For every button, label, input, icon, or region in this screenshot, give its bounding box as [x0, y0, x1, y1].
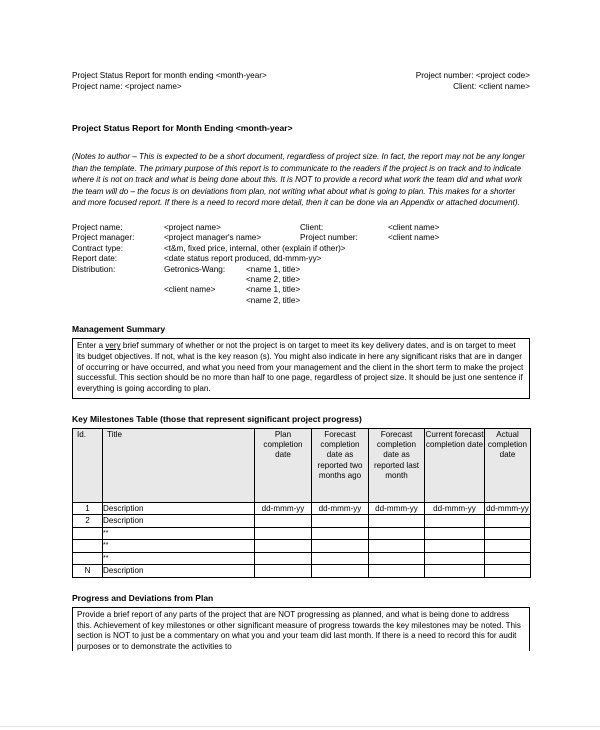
table-row	[73, 565, 531, 578]
running-header-project-name: Project name: <project name>	[72, 81, 182, 91]
distribution-spacer-3	[72, 296, 164, 306]
running-header	[72, 71, 530, 92]
author-note: (Notes to author – This is expected to be a short document, regardless of project size. In fact, the report may not be any longer than the template. The primary purpose of this report is to communicate to the readers if the project is on track and to indicate where it is not on track and what is being done about this. It is NOT to provide a record what work the team did and what work the team will do – the focus is on deviations from plan, not writing what about what is going to plan. This makes for a shorter and more focused report. If there is a need to record more detail, then it can be done via an Appendix or attached document).	[72, 152, 526, 208]
cell-plan-date	[255, 552, 312, 565]
cell-title: Description	[103, 515, 255, 528]
cell-actual-date	[485, 552, 531, 565]
distribution-spacer-2	[72, 285, 164, 295]
running-header-right	[416, 71, 530, 92]
detail-row-distribution	[72, 265, 530, 275]
running-header-report-line: Project Status Report for month ending <month-year>	[72, 71, 267, 80]
management-summary-emphasis: very	[105, 341, 121, 351]
distribution-spacer	[72, 275, 164, 285]
detail-label-client: Client:	[300, 222, 324, 232]
distribution-getronics-name-1: <name 1, title>	[246, 264, 301, 274]
cell-id: 1	[73, 502, 103, 515]
cell-id	[73, 527, 103, 540]
cell-title: Description	[103, 565, 255, 578]
section-heading-management-summary: Management Summary	[72, 324, 166, 335]
milestones-header-row	[73, 428, 531, 502]
cell-title: Description	[103, 502, 255, 515]
cell-title: **	[103, 527, 255, 540]
project-details-block	[72, 223, 530, 306]
detail-value-report-date: <date status report produced, dd-mmm-yy>	[164, 254, 322, 264]
cell-forecast-last-month	[369, 552, 425, 565]
detail-row-report-date	[72, 254, 530, 264]
cell-title: **	[103, 552, 255, 565]
cell-current-forecast: dd-mmm-yy	[425, 502, 485, 515]
detail-value-project-name: <project name>	[164, 222, 221, 232]
cell-forecast-last-month	[369, 565, 425, 578]
cell-id: 2	[73, 515, 103, 528]
document-title: Project Status Report for Month Ending <month-year>	[72, 123, 293, 134]
cell-forecast-two-months	[312, 515, 369, 528]
detail-value-project-manager: <project manager's name>	[164, 233, 262, 243]
cell-plan-date	[255, 527, 312, 540]
cell-plan-date: dd-mmm-yy	[255, 502, 312, 515]
distribution-org-spacer	[164, 275, 246, 285]
document-content	[72, 71, 530, 651]
detail-row-distribution-getronics-2	[72, 275, 530, 285]
column-header-id: Id.	[73, 428, 103, 502]
detail-label-contract-type: Contract type:	[72, 243, 123, 253]
distribution-org-spacer-2	[164, 296, 246, 306]
table-row	[73, 527, 531, 540]
milestones-table-head	[73, 428, 531, 502]
cell-current-forecast	[425, 552, 485, 565]
detail-row-distribution-client-1	[72, 285, 530, 295]
cell-forecast-two-months	[312, 565, 369, 578]
milestones-table-body	[73, 502, 531, 577]
distribution-org-client: <client name>	[164, 285, 216, 295]
running-header-project-number: Project number: <project code>	[415, 71, 530, 80]
cell-current-forecast	[425, 565, 485, 578]
management-summary-box	[72, 338, 530, 399]
section-heading-key-milestones: Key Milestones Table (those that represent significant project progress)	[72, 413, 362, 424]
cell-current-forecast	[425, 515, 485, 528]
progress-deviations-box: Provide a brief report of any parts of the project that are NOT progressing as planned, and what is being done to address this. Achievement of key milestones or other significant measure of progress towards the key milestones may be noted. This section is NOT to just be a commentary on what you and your team did last month. If there is a need to record this for audit purposes or to demonstrate the activities to	[72, 607, 530, 651]
detail-value-client: <client name>	[388, 222, 440, 232]
cell-forecast-two-months: dd-mmm-yy	[312, 502, 369, 515]
distribution-org-getronics: Getronics-Wang:	[164, 264, 226, 274]
table-row	[73, 540, 531, 553]
column-header-plan-completion-date: Plan completion date	[255, 428, 312, 502]
cell-actual-date	[485, 540, 531, 553]
cell-plan-date	[255, 540, 312, 553]
detail-value-contract-type: <t&m, fixed price, internal, other (explain if other)>	[164, 243, 346, 253]
column-header-forecast-two-months-ago: Forecast completion date as reported two months ago	[312, 428, 369, 502]
distribution-getronics-name-2: <name 2, title>	[246, 274, 301, 284]
cell-forecast-last-month	[369, 527, 425, 540]
detail-row-project-manager	[72, 233, 530, 243]
cell-forecast-two-months	[312, 540, 369, 553]
cell-title: **	[103, 540, 255, 553]
distribution-client-name-1: <name 1, title>	[246, 285, 301, 295]
key-milestones-table	[72, 428, 531, 578]
cell-plan-date	[255, 515, 312, 528]
cell-actual-date	[485, 565, 531, 578]
page-bottom-rule	[0, 726, 600, 727]
cell-actual-date: dd-mmm-yy	[486, 503, 529, 513]
cell-actual-date	[485, 515, 531, 528]
column-header-forecast-last-month: Forecast completion date as reported last month	[369, 428, 425, 502]
column-header-current-forecast: Current forecast completion date	[425, 428, 485, 502]
cell-id: N	[73, 565, 103, 578]
table-row	[73, 502, 531, 515]
cell-current-forecast	[425, 527, 485, 540]
cell-actual-date	[485, 527, 531, 540]
column-header-title: Title	[103, 428, 255, 502]
detail-label-distribution: Distribution:	[72, 264, 116, 274]
management-summary-text-part1: Enter a	[77, 341, 106, 351]
cell-id	[73, 552, 103, 565]
running-header-left	[72, 71, 267, 92]
cell-forecast-two-months	[312, 552, 369, 565]
detail-value-project-number: <client name>	[388, 233, 440, 243]
detail-row-contract-type	[72, 244, 530, 254]
detail-label-project-number: Project number:	[300, 233, 358, 243]
table-row	[73, 552, 531, 565]
management-summary-text-part2: brief summary of whether or not the project is on target to meet its key delivery dates, and is on target to meet its budget objectives. If not, what is the key reason (s). You might also indicate in here any significant risks that are in danger of occurring or have occurred, and what you need from your management and the client in the short term to make the project successful. This section should be no more than half to one page, regardless of project size. It should be just one sentence if everything is going according to plan.	[77, 341, 524, 394]
cell-current-forecast	[425, 540, 485, 553]
cell-plan-date	[255, 565, 312, 578]
detail-label-project-manager: Project manager:	[72, 233, 135, 243]
cell-forecast-two-months	[312, 527, 369, 540]
table-row	[73, 515, 531, 528]
column-header-actual-completion-date: Actual completion date	[485, 428, 531, 502]
cell-id	[73, 540, 103, 553]
detail-label-report-date: Report date:	[72, 254, 118, 264]
distribution-client-name-2: <name 2, title>	[246, 295, 301, 305]
detail-row-project-name	[72, 223, 530, 233]
cell-forecast-last-month	[369, 515, 425, 528]
detail-row-distribution-client-2	[72, 296, 530, 306]
cell-forecast-last-month: dd-mmm-yy	[369, 502, 425, 515]
running-header-client: Client: <client name>	[453, 81, 530, 91]
cell-forecast-last-month	[369, 540, 425, 553]
section-heading-progress-deviations: Progress and Deviations from Plan	[72, 592, 214, 603]
detail-label-project-name: Project name:	[72, 222, 123, 232]
